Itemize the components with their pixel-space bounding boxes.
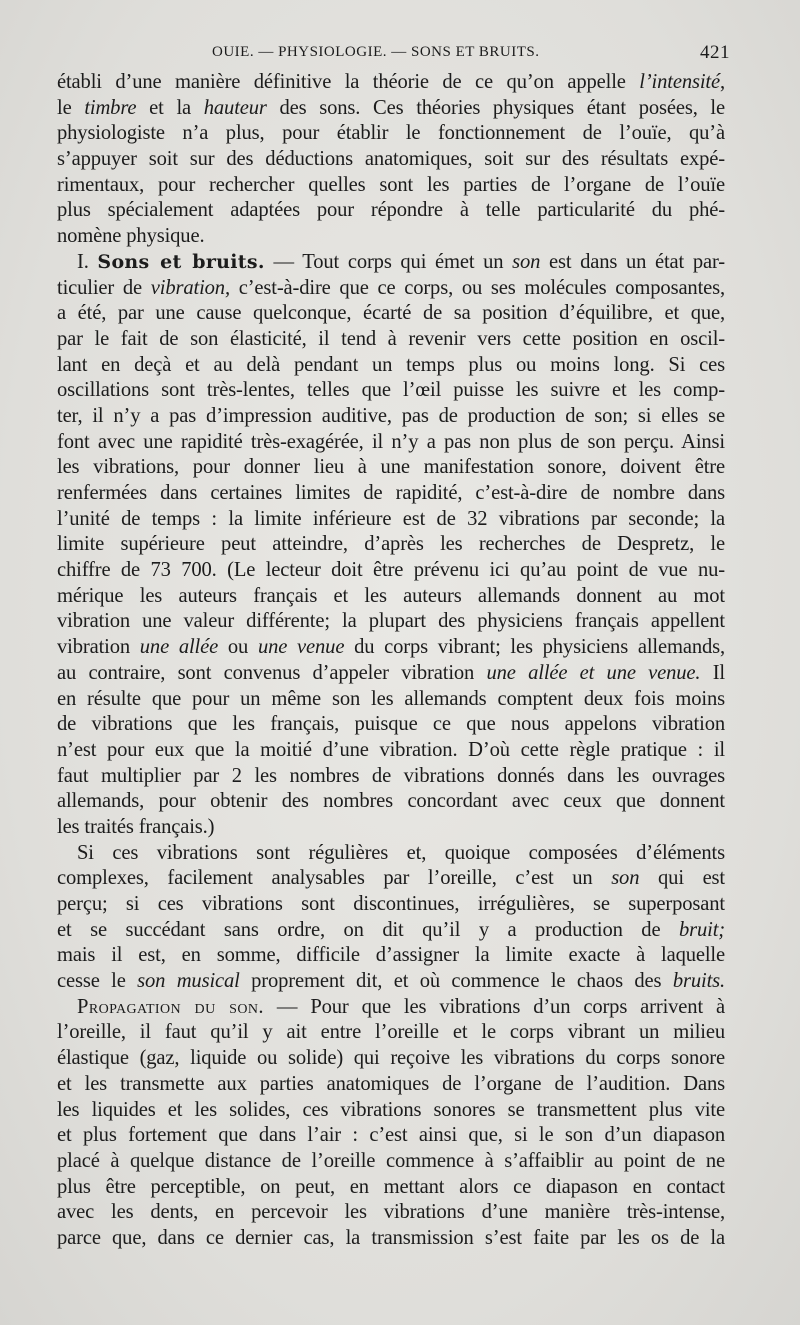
text-line xyxy=(57,892,725,918)
text-segment: avec les dents, en percevoir les vibrations d’une manière très-intense, xyxy=(57,1201,725,1224)
page-number: 421 xyxy=(700,42,730,63)
text-segment: a été, par une cause quelconque, écarté de sa position d’équilibre, et que, xyxy=(57,302,725,325)
text-segment: mais il est, en somme, difficile d’assigner la limite exacte à laquelle xyxy=(57,944,725,967)
text-segment: du corps vibrant; les physiciens allemands, xyxy=(344,636,725,659)
text-segment: allemands, pour obtenir des nombres concordant avec ceux que donnent xyxy=(57,790,725,813)
text-segment: l’oreille, il faut qu’il y ait entre l’oreille et le corps vibrant un milieu xyxy=(57,1021,725,1044)
text-line xyxy=(57,1175,725,1201)
text-line xyxy=(57,70,725,96)
text-segment: une allée et une venue. xyxy=(486,661,701,684)
text-line xyxy=(57,327,725,353)
text-line xyxy=(57,404,725,430)
text-segment: — Tout corps qui émet un xyxy=(264,250,513,273)
text-segment: des sons. Ces théories physiques étant posées, le xyxy=(266,96,725,119)
text-segment: mérique les auteurs français et les auteurs allemands donnent au mot xyxy=(57,584,725,607)
text-segment: l’unité de temps : la limite inférieure est de 32 vibrations par seconde; la xyxy=(57,507,725,530)
text-segment: bruit; xyxy=(678,918,725,941)
text-segment: ou xyxy=(218,636,258,659)
text-segment: — Pour que les vibrations d’un corps arrivent à xyxy=(263,995,726,1018)
text-segment: le xyxy=(57,96,85,119)
text-segment: Sons et bruits. xyxy=(97,250,265,273)
text-segment: lant en deçà et au delà pendant un temps plus ou moins long. Si ces xyxy=(57,353,725,376)
text-line xyxy=(57,558,725,584)
text-line xyxy=(57,1123,725,1149)
text-segment: son xyxy=(512,250,541,273)
text-segment: en résulte que pour un même son les allemands comptent deux fois moins xyxy=(57,687,725,710)
text-line xyxy=(57,584,725,610)
text-segment: ter, il n’y a pas d’impression auditive, pas de production de son; si elles se xyxy=(57,404,725,427)
text-line xyxy=(57,250,725,276)
text-segment: son musical xyxy=(137,970,240,993)
text-segment: les liquides et les solides, ces vibrations sonores se transmettent plus vite xyxy=(57,1098,725,1121)
text-line xyxy=(57,121,725,147)
text-segment: physiologiste n’a plus, pour établir le fonctionnement de l’ouïe, qu’à xyxy=(57,122,725,145)
text-segment: est dans un état par- xyxy=(540,250,725,273)
body-text xyxy=(57,70,725,1252)
text-segment: une allée xyxy=(139,636,219,659)
text-segment: établi d’une manière définitive la théorie de ce qu’on appelle xyxy=(57,71,640,93)
text-line xyxy=(57,1046,725,1072)
text-line xyxy=(57,353,725,379)
text-segment: I. xyxy=(77,250,98,273)
text-segment: placé à quelque distance de l’oreille commence à s’affaiblir au point de ne xyxy=(57,1149,725,1172)
text-line xyxy=(57,841,725,867)
text-line xyxy=(57,866,725,892)
text-segment: complexes, facilement analysables par l’oreille, c’est un xyxy=(57,867,612,890)
text-line xyxy=(57,661,725,687)
text-line xyxy=(57,1226,725,1252)
text-segment: qui est xyxy=(639,867,725,890)
text-segment: les vibrations, pour donner lieu à une manifestation sonore, doivent être xyxy=(57,456,725,479)
text-segment: font avec une rapidité très-exagérée, il n’y a pas non plus de son perçu. Ainsi xyxy=(57,430,725,453)
text-line xyxy=(57,687,725,713)
text-line xyxy=(57,224,725,250)
text-line xyxy=(57,532,725,558)
text-segment: rimentaux, pour rechercher quelles sont les parties de l’organe de l’ouïe xyxy=(57,173,725,196)
text-line xyxy=(57,1098,725,1124)
text-line xyxy=(57,455,725,481)
text-line xyxy=(57,969,725,995)
text-segment: et la xyxy=(136,96,204,119)
text-line xyxy=(57,943,725,969)
text-segment: et se succédant sans ordre, on dit qu’il y a production de xyxy=(57,918,679,941)
text-segment: proprement dit, et où commence le chaos des xyxy=(239,970,673,993)
text-line xyxy=(57,173,725,199)
text-segment: cesse le xyxy=(57,970,138,993)
text-line xyxy=(57,276,725,302)
text-segment: Si ces vibrations sont régulières et, quoique composées d’éléments xyxy=(77,841,725,864)
text-segment: limite supérieure peut atteindre, d’après les recherches de Despretz, le xyxy=(57,533,725,556)
text-segment: les traités français.) xyxy=(57,815,215,838)
text-segment: son xyxy=(611,867,640,890)
text-line xyxy=(57,738,725,764)
text-segment: de vibrations que les français, puisque ce que nous appelons vibration xyxy=(57,713,725,736)
text-segment: s’appuyer soit sur des déductions anatomiques, soit sur des résultats expé- xyxy=(57,148,725,171)
text-segment: n’est pour eux que la moitié d’une vibration. D’où cette règle pratique : il xyxy=(57,738,725,761)
text-segment: faut multiplier par 2 les nombres de vibrations donnés dans les ouvrages xyxy=(57,764,725,787)
text-line xyxy=(57,481,725,507)
text-segment: par le fait de son élasticité, il tend à revenir vers cette position en oscil- xyxy=(57,327,725,350)
text-segment: renfermées dans certaines limites de rapidité, c’est-à-dire de nombre dans xyxy=(57,482,725,504)
text-line xyxy=(57,1020,725,1046)
text-line xyxy=(57,378,725,404)
text-segment: chiffre de 73 700. (Le lecteur doit être prévenu ici qu’au point de vue nu- xyxy=(57,559,725,582)
text-segment: au contraire, sont convenus d’appeler vibration xyxy=(57,661,487,684)
text-line xyxy=(57,198,725,224)
text-segment: plus être perceptible, on peut, en mettant alors ce diapason en contact xyxy=(57,1175,725,1198)
text-line xyxy=(57,789,725,815)
text-segment: Il xyxy=(700,661,725,684)
text-line xyxy=(57,995,725,1021)
text-segment: timbre xyxy=(84,96,137,119)
text-segment: plus spécialement adaptées pour répondre à telle particularité du phé- xyxy=(57,199,725,222)
text-segment: ticulier de xyxy=(57,276,151,299)
text-segment: Propagation du son. xyxy=(77,995,264,1018)
text-line xyxy=(57,918,725,944)
running-title: OUIE. — PHYSIOLOGIE. — SONS ET BRUITS. xyxy=(212,44,540,60)
text-line xyxy=(57,1200,725,1226)
text-segment: et les transmette aux parties anatomiques de l’organe de l’audition. Dans xyxy=(57,1072,725,1095)
text-line xyxy=(57,301,725,327)
text-line xyxy=(57,1149,725,1175)
text-segment: nomène physique. xyxy=(57,225,205,248)
text-line xyxy=(57,815,725,841)
text-line xyxy=(57,147,725,173)
text-line xyxy=(57,430,725,456)
text-line xyxy=(57,764,725,790)
text-segment: perçu; si ces vibrations sont discontinues, irrégulières, se superposant xyxy=(57,893,725,915)
text-line xyxy=(57,96,725,122)
text-segment: une venue xyxy=(257,636,345,659)
text-segment: hauteur xyxy=(203,96,267,119)
text-segment: élastique (gaz, liquide ou solide) qui reçoive les vibrations du corps sonore xyxy=(57,1047,725,1070)
text-line xyxy=(57,609,725,635)
text-segment: bruits. xyxy=(672,970,726,993)
text-segment: vibration, xyxy=(150,276,230,299)
text-segment: , xyxy=(720,71,725,93)
text-line xyxy=(57,635,725,661)
text-line xyxy=(57,507,725,533)
text-segment: vibration xyxy=(57,636,140,659)
text-segment: l’intensité xyxy=(639,71,720,93)
text-segment: vibration une valeur différente; la plupart des physiciens français appellent xyxy=(57,610,725,633)
running-header xyxy=(200,42,730,68)
text-segment: c’est-à-dire que ce corps, ou ses molécules composantes, xyxy=(229,276,726,299)
text-segment: parce que, dans ce dernier cas, la transmission s’est faite par les os de la xyxy=(57,1226,725,1249)
text-segment: oscillations sont très-lentes, telles que l’œil puisse les suivre et les comp- xyxy=(57,379,725,402)
text-line xyxy=(57,1072,725,1098)
text-line xyxy=(57,712,725,738)
text-segment: et plus fortement que dans l’air : c’est ainsi que, si le son d’un diapason xyxy=(57,1124,725,1147)
